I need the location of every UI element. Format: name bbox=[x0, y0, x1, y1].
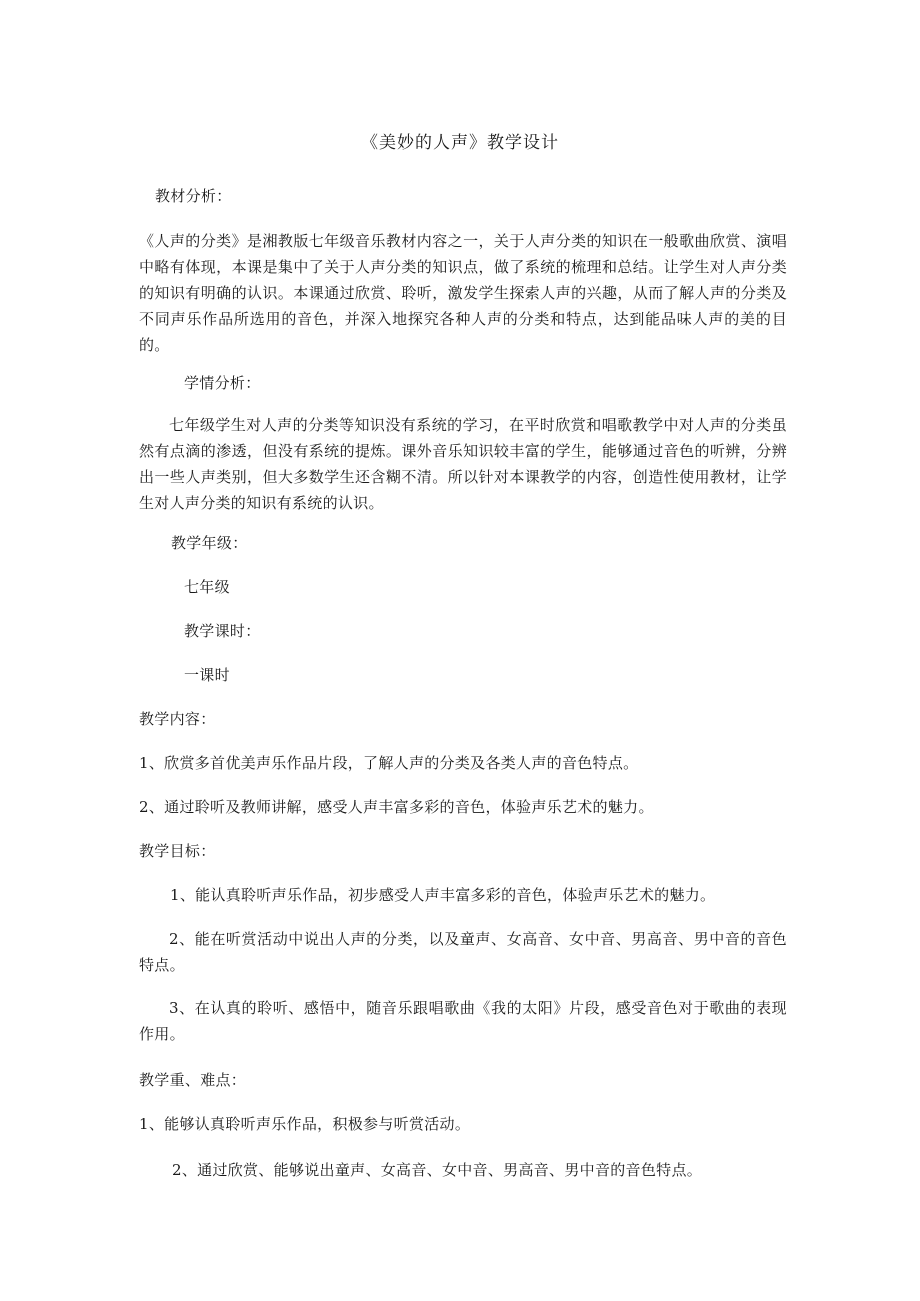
goals-heading: 教学目标： bbox=[139, 842, 216, 860]
content-item: 1、欣赏多首优美声乐作品片段，了解人声的分类及各类人声的音色特点。 bbox=[139, 754, 639, 772]
hours-heading: 教学课时： bbox=[184, 622, 261, 640]
content-heading: 教学内容： bbox=[139, 710, 216, 728]
grade-heading: 教学年级： bbox=[171, 534, 248, 552]
goal-item: 1、能认真聆听声乐作品，初步感受人声丰富多彩的音色，体验声乐艺术的魅力。 bbox=[170, 886, 716, 904]
key-item: 1、能够认真聆听声乐作品，积极参与听赏活动。 bbox=[139, 1115, 471, 1133]
key-heading: 教学重、难点： bbox=[139, 1071, 247, 1089]
goal-item: 2、能在听赏活动中说出人声的分类，以及童声、女高音、女中音、男高音、男中音的音色特点。 bbox=[139, 930, 787, 974]
document-title: 《美妙的人声》教学设计 bbox=[361, 133, 559, 153]
student-heading: 学情分析： bbox=[184, 374, 261, 392]
grade-value: 七年级 bbox=[184, 578, 230, 596]
goal-item: 3、在认真的聆听、感悟中，随音乐跟唱歌曲《我的太阳》片段，感受音色对于歌曲的表现作用。 bbox=[139, 999, 787, 1043]
key-item: 2、通过欣赏、能够说出童声、女高音、女中音、男高音、男中音的音色特点。 bbox=[172, 1161, 703, 1179]
student-paragraph: 七年级学生对人声的分类等知识没有系统的学习，在平时欣赏和唱歌教学中对人声的分类虽然有点滴的渗透，但没有系统的提炼。课外音乐知识较丰富的学生，能够通过音色的听辨，分辨出一些人声类别，但大多数学生还含糊不清。所以针对本课教学的内容，创造性使用教材，让学生对人声分类的知识有系统的认识。 bbox=[139, 416, 787, 512]
material-paragraph: 《人声的分类》是湘教版七年级音乐教材内容之一，关于人声分类的知识在一般歌曲欣赏、演唱中略有体现，本课是集中了关于人声分类的知识点，做了系统的梳理和总结。让学生对人声分类的知识有明确的认识。本课通过欣赏、聆听，激发学生探索人声的兴趣，从而了解人声的分类及不同声乐作品所选用的音色，并深入地探究各种人声的分类和特点，达到能品味人声的美的目的。 bbox=[139, 232, 787, 354]
material-heading: 教材分析： bbox=[155, 187, 232, 205]
hours-value: 一课时 bbox=[184, 666, 230, 684]
content-item: 2、通过聆听及教师讲解，感受人声丰富多彩的音色，体验声乐艺术的魅力。 bbox=[139, 798, 654, 816]
